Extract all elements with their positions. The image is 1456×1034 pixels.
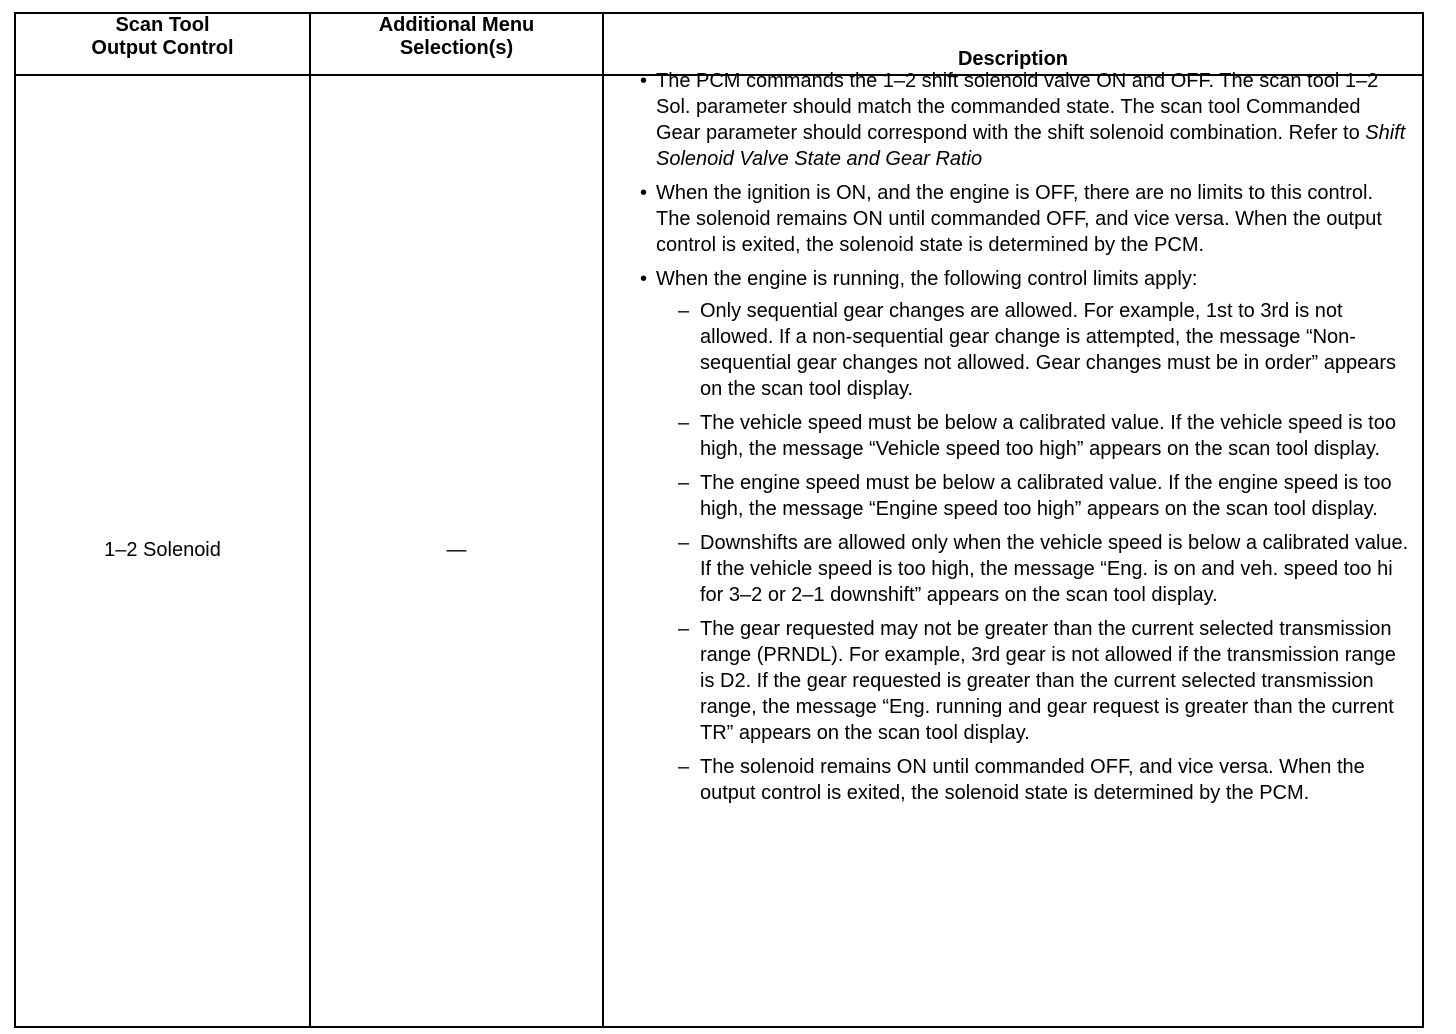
bullet-text: The PCM commands the 1–2 shift solenoid valve ON and OFF. The scan tool 1–2 Sol. parameter should match the commanded state. The scan tool Commanded Gear parameter should correspond with the shift solenoid combination. Refer to: [656, 70, 1379, 144]
control-limit-text: Downshifts are allowed only when the vehicle speed is below a calibrated value. If the vehicle speed is too high, the message “Eng. is on and veh. speed too hi for 3–2 or 2–1 downshift” appears on the scan tool display.: [700, 532, 1409, 606]
header-description: [604, 14, 1422, 74]
control-limit-item: [640, 530, 1410, 608]
bullet-reference: Shift Solenoid Valve State and Gear Ratio: [656, 122, 1406, 170]
dash-marker: –: [678, 532, 690, 554]
control-limit-text: Only sequential gear changes are allowed. For example, 1st to 3rd is not allowed. If a non-sequential gear change is attempted, the message “Non-sequential gear changes not allowed. Gear changes must be in order” appears on the scan tool display.: [700, 300, 1396, 400]
bullet-dot: •: [640, 268, 648, 290]
dash-marker: –: [678, 472, 690, 494]
menu-selection-value: —: [446, 538, 467, 561]
cell-menu-selection: [311, 74, 602, 1026]
bullet-dot: •: [640, 182, 648, 204]
control-limit-item: [640, 410, 1410, 462]
dash-marker: –: [678, 300, 690, 322]
description-bullet: [640, 68, 1410, 172]
header-col2-line2: Selection(s): [399, 37, 514, 59]
header-scan-tool-output-control: [16, 14, 309, 74]
control-limit-text: The solenoid remains ON until commanded OFF, and vice versa. When the output control is exited, the solenoid state is determined by the PCM.: [700, 756, 1365, 804]
header-col3: Description: [957, 48, 1069, 70]
header-col2-line1: Additional Menu: [378, 14, 535, 36]
control-limit-item: [640, 298, 1410, 402]
control-limit-text: The gear requested may not be greater than the current selected transmission range (PRNDL). For example, 3rd gear is not allowed if the transmission range is D2. If the gear requested is greater than the current selected transmission range, the message “Eng. running and gear request is greater than the current TR” appears on the scan tool display.: [700, 618, 1396, 744]
control-limit-item: [640, 754, 1410, 806]
dash-marker: –: [678, 618, 690, 640]
description-cell: [640, 68, 1410, 814]
output-control-value: 1–2 Solenoid: [104, 538, 221, 561]
bullet-text: When the ignition is ON, and the engine is OFF, there are no limits to this control. The solenoid remains ON until commanded OFF, and vice versa. When the output control is exited, the solenoid state is determined by the PCM.: [656, 182, 1382, 256]
control-limit-text: The vehicle speed must be below a calibrated value. If the vehicle speed is too high, the message “Vehicle speed too high” appears on the scan tool display.: [700, 412, 1396, 460]
description-bullet: [640, 180, 1410, 258]
header-col1-line1: Scan Tool: [115, 14, 210, 36]
control-limit-item: [640, 616, 1410, 746]
header-col1-line2: Output Control: [91, 37, 234, 59]
control-limit-item: [640, 470, 1410, 522]
column-divider-2: [602, 14, 604, 1026]
header-additional-menu-selections: [311, 14, 602, 74]
dash-marker: –: [678, 756, 690, 778]
bullet-dot: •: [640, 70, 648, 92]
cell-output-control: [16, 74, 309, 1026]
description-bullet: [640, 266, 1410, 292]
bullet-text: When the engine is running, the following control limits apply:: [656, 268, 1198, 290]
control-limit-text: The engine speed must be below a calibrated value. If the engine speed is too high, the message “Engine speed too high” appears on the scan tool display.: [700, 472, 1392, 520]
dash-marker: –: [678, 412, 690, 434]
